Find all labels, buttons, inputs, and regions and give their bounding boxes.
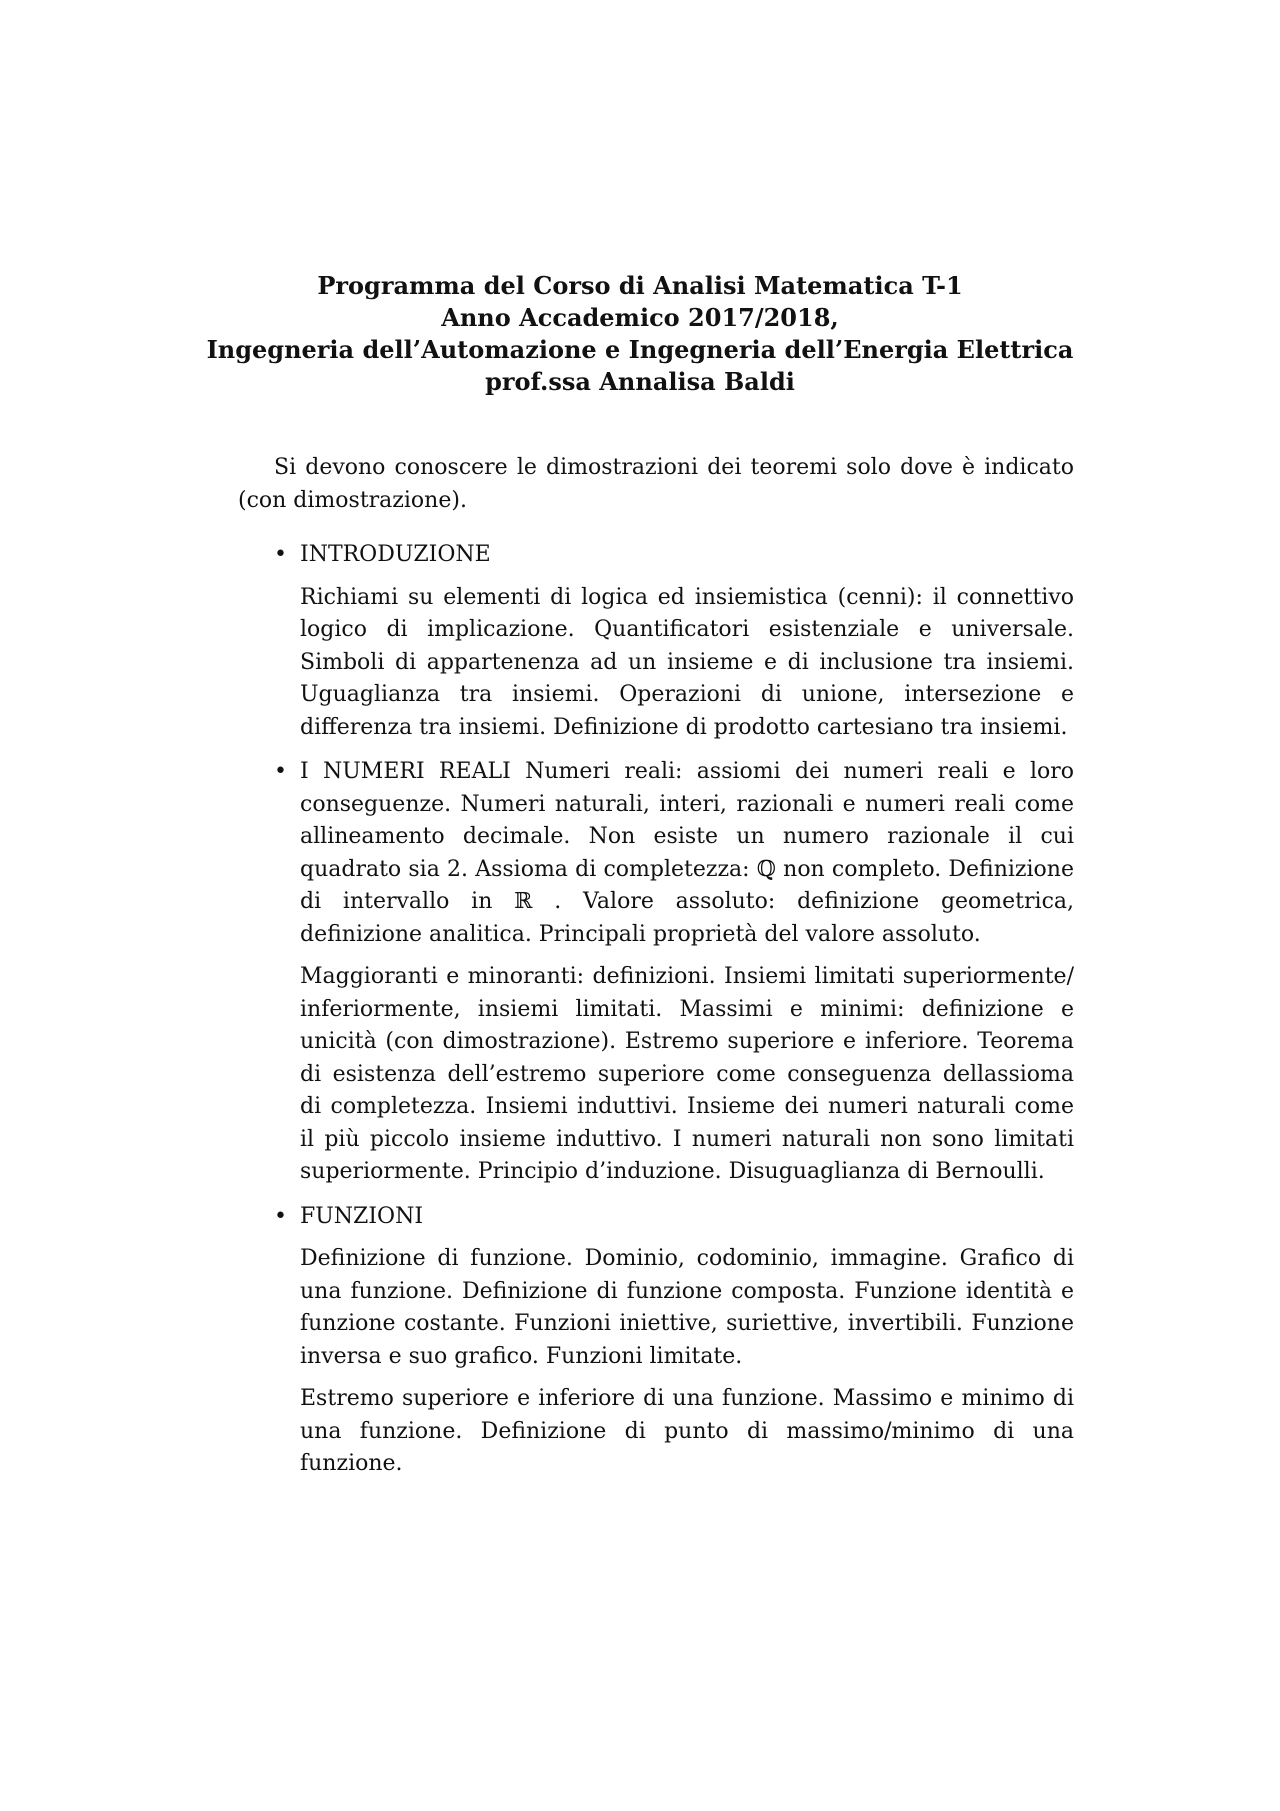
section-paragraph [300, 756, 1074, 951]
academic-year: Anno Accademico 2017/2018, [441, 303, 839, 332]
professor-name: prof.ssa Annalisa Baldi [485, 367, 795, 396]
course-title: Programma del Corso di Analisi Matematica T-1 [317, 271, 963, 300]
document-header [0, 270, 1280, 398]
section-paragraph: Maggioranti e minoranti: definizioni. Insiemi limitati superiormente/ inferiormente, insiemi limitati. Massimi e minimi: definizione e unicità (con dimostrazione). Estremo superiore e inferiore. Teorema di esistenza dell’estremo superiore come conseguenza dellassioma di completezza. Insiemi induttivi. Insieme dei numeri naturali come il più piccolo insieme induttivo. I numeri naturali non sono limitati superiormente. Principio d’induzione. Disuguaglianza di Bernoulli. [300, 964, 1074, 1184]
section-paragraph: Richiami su elementi di logica ed insiemistica (cenni): il connettivo logico di implicazione. Quantificatori esistenziale e universale. Simboli di appartenenza ad un insieme e di inclusione tra insiemi. Uguaglianza tra insiemi. Operazioni di unione, intersezione e differenza tra insiemi. Definizione di prodotto cartesiano tra insiemi. [300, 584, 1074, 740]
bullet-icon: • [274, 759, 287, 784]
section-title: FUNZIONI [300, 1203, 424, 1229]
intro-paragraph: Si devono conoscere le dimostrazioni dei teoremi solo dove è indicato (con dimostrazione). [238, 455, 1074, 513]
section-title: I NUMERI REALI [300, 759, 511, 784]
section-paragraph: Estremo superiore e inferiore di una funzione. Massimo e minimo di una funzione. Definizione di punto di massimo/minimo di una funzione. [300, 1386, 1074, 1476]
section-numeri-reali [238, 756, 1074, 1189]
document-body [238, 452, 1074, 1493]
section-paragraph-text: Numeri reali: assiomi dei numeri reali e loro conseguenze. Numeri naturali, interi, razionali e numeri reali come allineamento decimale. Non esiste un numero razionale il cui quadrato sia 2. Assioma di completezza: ℚ non completo. Definizione di intervallo in ℝ . Valore assoluto: definizione geometrica, definizione analitica. Principali proprietà del valore assoluto. [300, 759, 1075, 947]
section-introduzione [238, 539, 1074, 744]
section-funzioni [238, 1201, 1074, 1481]
degree-programs: Ingegneria dell’Automazione e Ingegneria dell’Energia Elettrica [206, 335, 1074, 364]
bullet-icon: • [274, 542, 287, 567]
bullet-icon: • [274, 1203, 287, 1229]
section-title: INTRODUZIONE [300, 542, 491, 567]
section-paragraph: Definizione di funzione. Dominio, codominio, immagine. Grafico di una funzione. Definizione di funzione composta. Funzione identità e funzione costante. Funzioni iniettive, suriettive, invertibili. Funzione inversa e suo grafico. Funzioni limitate. [300, 1246, 1074, 1369]
